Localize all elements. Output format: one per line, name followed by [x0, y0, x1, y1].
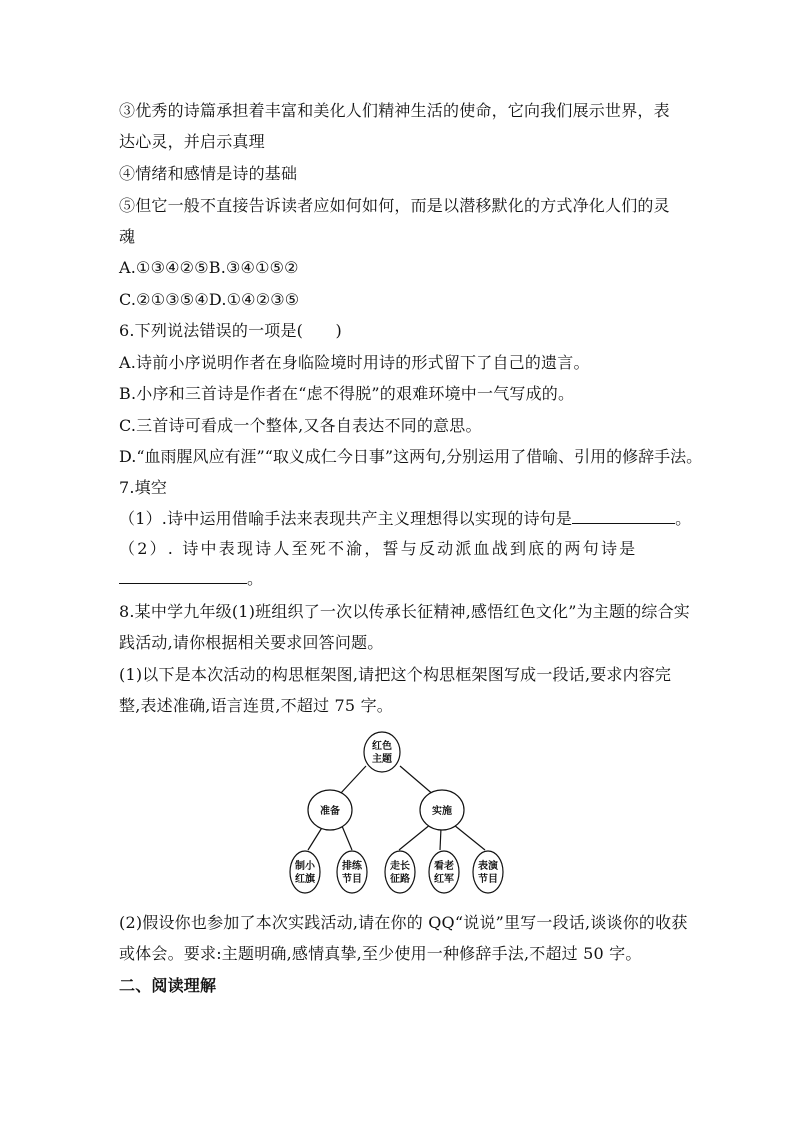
question-7-2-answer [119, 568, 263, 590]
question-7: 7.填空 [119, 478, 168, 497]
leaf-label: 走长 [390, 861, 410, 872]
leaf-node [385, 851, 415, 893]
prepare-label: 准备 [320, 806, 340, 817]
question-8: 8.某中学九年级(1)班组织了一次以传承长征精神,感悟红色文化”为主题的综合实 [119, 602, 690, 621]
question-8-2-cont: 或体会。要求:主题明确,感情真挚,至少使用一种修辞手法,不超过 50 字。 [119, 944, 642, 963]
section-heading: 二、阅读理解 [119, 976, 217, 995]
option-c-d: C.②①③⑤④D.①④②③⑤ [119, 290, 300, 309]
question-7-2: （2）. 诗中表现诗人至死不渝，誓与反动派血战到底的两句诗是 [119, 539, 638, 558]
root-label: 红色 [372, 741, 392, 752]
leaf-node [429, 851, 459, 893]
root-label: 主题 [372, 754, 392, 765]
text-line: ③优秀的诗篇承担着丰富和美化人们精神生活的使命，它向我们展示世界，表 [119, 101, 670, 120]
question-8-2: (2)假设你也参加了本次实践活动,请在你的 QQ“说说”里写一段话,谈谈你的收获 [119, 913, 688, 932]
question-8-1: (1)以下是本次活动的构思框架图,请把这个构思框架图写成一段话,要求内容完 [119, 665, 672, 684]
text-line: ⑤但它一般不直接告诉读者应如何如何，而是以潜移默化的方式净化人们的灵 [119, 196, 670, 215]
text-line: 达心灵，并启示真理 [119, 132, 265, 151]
concept-framework-diagram [280, 728, 520, 898]
leaf-node [290, 851, 320, 893]
question-7-1-end: 。 [675, 509, 692, 528]
leaf-node [337, 851, 367, 893]
question-6-option-d: D.“血雨腥风应有涯”“取义成仁今日事”这两句,分别运用了借喻、引用的修辞手法。 [119, 447, 703, 466]
implement-label: 实施 [432, 806, 452, 817]
root-node [364, 732, 400, 772]
question-6-option-c: C.三首诗可看成一个整体,又各自表达不同的意思。 [119, 416, 482, 435]
leaf-label: 表演 [478, 861, 498, 872]
text-line: ④情绪和感情是诗的基础 [119, 164, 298, 183]
question-8-1-cont: 整,表述准确,语言连贯,不超过 75 字。 [119, 696, 393, 715]
leaf-label: 制小 [295, 861, 315, 872]
leaf-label: 红军 [434, 874, 454, 885]
answer-blank[interactable] [572, 509, 675, 524]
leaf-label: 节目 [478, 874, 498, 885]
question-7-2-end: 。 [247, 569, 264, 588]
leaf-label: 看老 [434, 861, 454, 872]
question-7-1-text: （1）.诗中运用借喻手法来表现共产主义理想得以实现的诗句是 [119, 509, 573, 528]
text-line: 魂 [119, 227, 136, 246]
question-6: 6.下列说法错误的一项是( ) [119, 321, 342, 340]
leaf-label: 节目 [342, 874, 362, 885]
question-7-1 [119, 508, 691, 530]
option-a-b: A.①③④②⑤B.③④①⑤② [119, 258, 299, 277]
question-8-cont: 践活动,请你根据相关要求回答问题。 [119, 633, 384, 652]
question-6-option-a: A.诗前小序说明作者在身临险境时用诗的形式留下了自己的遗言。 [119, 353, 590, 372]
leaf-label: 征路 [390, 874, 410, 885]
leaf-label: 排练 [342, 861, 362, 872]
question-6-option-b: B.小序和三首诗是作者在“虑不得脱”的艰难环境中一气写成的。 [119, 384, 575, 403]
leaf-node [473, 851, 503, 893]
leaf-label: 红旗 [295, 874, 315, 885]
answer-blank[interactable] [119, 569, 247, 584]
